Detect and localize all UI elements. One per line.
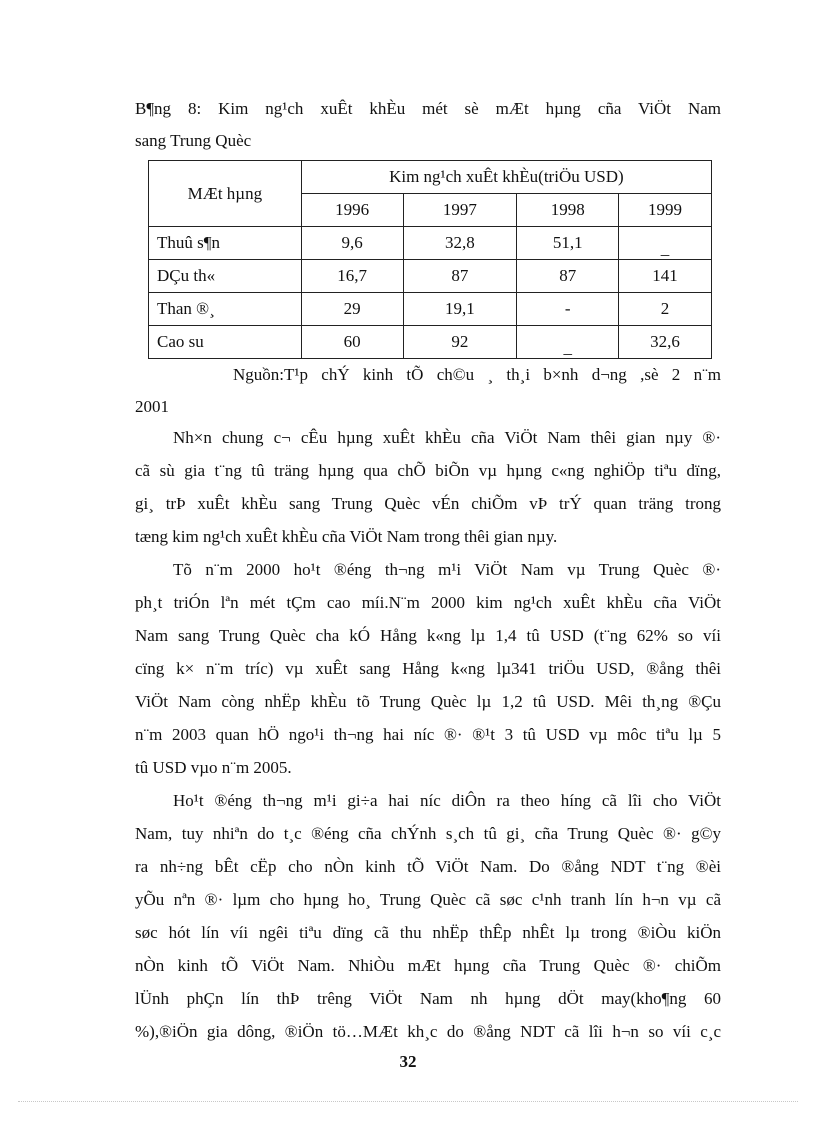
value-cell: 87 xyxy=(403,260,517,293)
paragraph-line: ViÖt Nam còng nhËp khÈu tõ Trung Quèc lµ 1,2 tû USD. Mêi th¸ng ®Çu xyxy=(135,692,721,711)
value-cell: 29 xyxy=(301,293,403,326)
source-line-1: Nguồn:T¹p chÝ kinh tÕ ch©u ¸ th¸i b×nh d¬ng ,sè 2 n¨m xyxy=(233,365,721,384)
item-cell: DÇu th« xyxy=(149,260,302,293)
value-cell: - xyxy=(517,293,619,326)
paragraph-line: gi¸ trÞ xuÊt khÈu sang Trung Quèc vÉn chiÕm vÞ trÝ quan träng trong xyxy=(135,494,721,513)
export-table xyxy=(148,160,712,359)
value-cell: 19,1 xyxy=(403,293,517,326)
item-cell: Than ®¸ xyxy=(149,293,302,326)
paragraph-line: cã sù gia t¨ng tû träng hµng qua chÕ biÕn vµ hµng c«ng nghiÖp tiªu dïng, xyxy=(135,461,721,480)
value-cell: 92 xyxy=(403,326,517,359)
item-header-cell: MÆt hµng xyxy=(149,161,302,227)
paragraph-line: nÒn kinh tÕ ViÖt Nam. NhiÒu mÆt hµng cña Trung Quèc ®· chiÕm xyxy=(135,956,721,975)
paragraph-line: søc hót lín víi ngêi tiªu dïng cã thu nhËp thÊp nhÊt lµ trong ®iÒu kiÖn xyxy=(135,923,721,942)
paragraph-line: Tõ n¨m 2000 ho¹t ®éng th¬ng m¹i ViÖt Nam vµ Trung Quèc ®· xyxy=(173,560,721,579)
value-cell: 60 xyxy=(301,326,403,359)
page-number: 32 xyxy=(399,1052,417,1071)
paragraph-line: %),®iÖn gia dông, ®iÖn tö…MÆt kh¸c do ®ång NDT cã lîi h¬n so víi c¸c xyxy=(135,1022,721,1041)
value-cell: 2 xyxy=(619,293,712,326)
paragraph xyxy=(135,553,721,784)
year-header-cell: 1998 xyxy=(517,194,619,227)
paragraph-line: tû USD vµo n¨m 2005. xyxy=(135,758,292,777)
table-row xyxy=(149,227,712,260)
year-header-cell: 1997 xyxy=(403,194,517,227)
table-caption-line-2: sang Trung Quèc xyxy=(135,131,252,150)
item-cell: Thuû s¶n xyxy=(149,227,302,260)
paragraph-line: yÕu nªn ®· lµm cho hµng ho¸ Trung Quèc cã søc c¹nh tranh lín h¬n vµ cã xyxy=(135,890,721,909)
paragraph-line: cïng k× n¨m tríc) vµ xuÊt sang Hång k«ng lµ341 triÖu USD, ®ång thêi xyxy=(135,659,721,678)
table-row xyxy=(149,326,712,359)
value-cell: 16,7 xyxy=(301,260,403,293)
paragraph-line: lÜnh phÇn lín thÞ trêng ViÖt Nam nh hµng dÖt may(kho¶ng 60 xyxy=(135,989,721,1008)
paragraph-line: tæng kim ng¹ch xuÊt khÈu cña ViÖt Nam trong thêi gian nµy. xyxy=(135,527,558,546)
value-cell: 32,6 xyxy=(619,326,712,359)
paragraph-line: Nam sang Trung Quèc cha kÓ Hång k«ng lµ 1,4 tû USD (t¨ng 62% so víi xyxy=(135,626,721,645)
value-cell: 32,8 xyxy=(403,227,517,260)
paragraph-line: Ho¹t ®éng th¬ng m¹i gi÷a hai níc diÔn ra theo híng cã lîi cho ViÖt xyxy=(173,791,721,810)
paragraph xyxy=(135,784,721,1048)
paragraph-line: ra nh÷ng bÊt cËp cho nÒn kinh tÕ ViÖt Nam. Do ®ång NDT t¨ng ®èi xyxy=(135,857,721,876)
table-header-row xyxy=(149,161,712,194)
source-note xyxy=(135,359,721,423)
source-line-2: 2001 xyxy=(135,397,169,416)
table-row xyxy=(149,260,712,293)
paragraph-line: n¨m 2003 quan hÖ ngo¹i th¬ng hai níc ®· ®¹t 3 tû USD vµ môc tiªu lµ 5 xyxy=(135,725,721,744)
page-bottom-edge xyxy=(18,1101,798,1102)
value-cell: 9,6 xyxy=(301,227,403,260)
value-cell: _ xyxy=(517,326,619,359)
item-cell: Cao su xyxy=(149,326,302,359)
group-header-cell: Kim ng¹ch xuÊt khÈu(triÖu USD) xyxy=(301,161,711,194)
paragraph-line: ph¸t triÓn lªn mét tÇm cao míi.N¨m 2000 kim ng¹ch xuÊt khÈu cña ViÖt xyxy=(135,593,721,612)
year-header-cell: 1996 xyxy=(301,194,403,227)
paragraph-line: Nam, tuy nhiªn do t¸c ®éng cña chÝnh s¸ch tû gi¸ cña Trung Quèc ®· g©y xyxy=(135,824,721,843)
table-caption xyxy=(135,93,721,157)
table-row xyxy=(149,293,712,326)
year-header-cell: 1999 xyxy=(619,194,712,227)
paragraph xyxy=(135,421,721,553)
value-cell: 51,1 xyxy=(517,227,619,260)
body-text xyxy=(135,421,721,1048)
value-cell: 141 xyxy=(619,260,712,293)
paragraph-line: Nh×n chung c¬ cÊu hµng xuÊt khÈu cña ViÖt Nam thêi gian nµy ®· xyxy=(173,428,721,447)
value-cell: _ xyxy=(619,227,712,260)
value-cell: 87 xyxy=(517,260,619,293)
table-caption-line-1: B¶ng 8: Kim ng¹ch xuÊt khÈu mét sè mÆt hµng cña ViÖt Nam xyxy=(135,99,721,118)
